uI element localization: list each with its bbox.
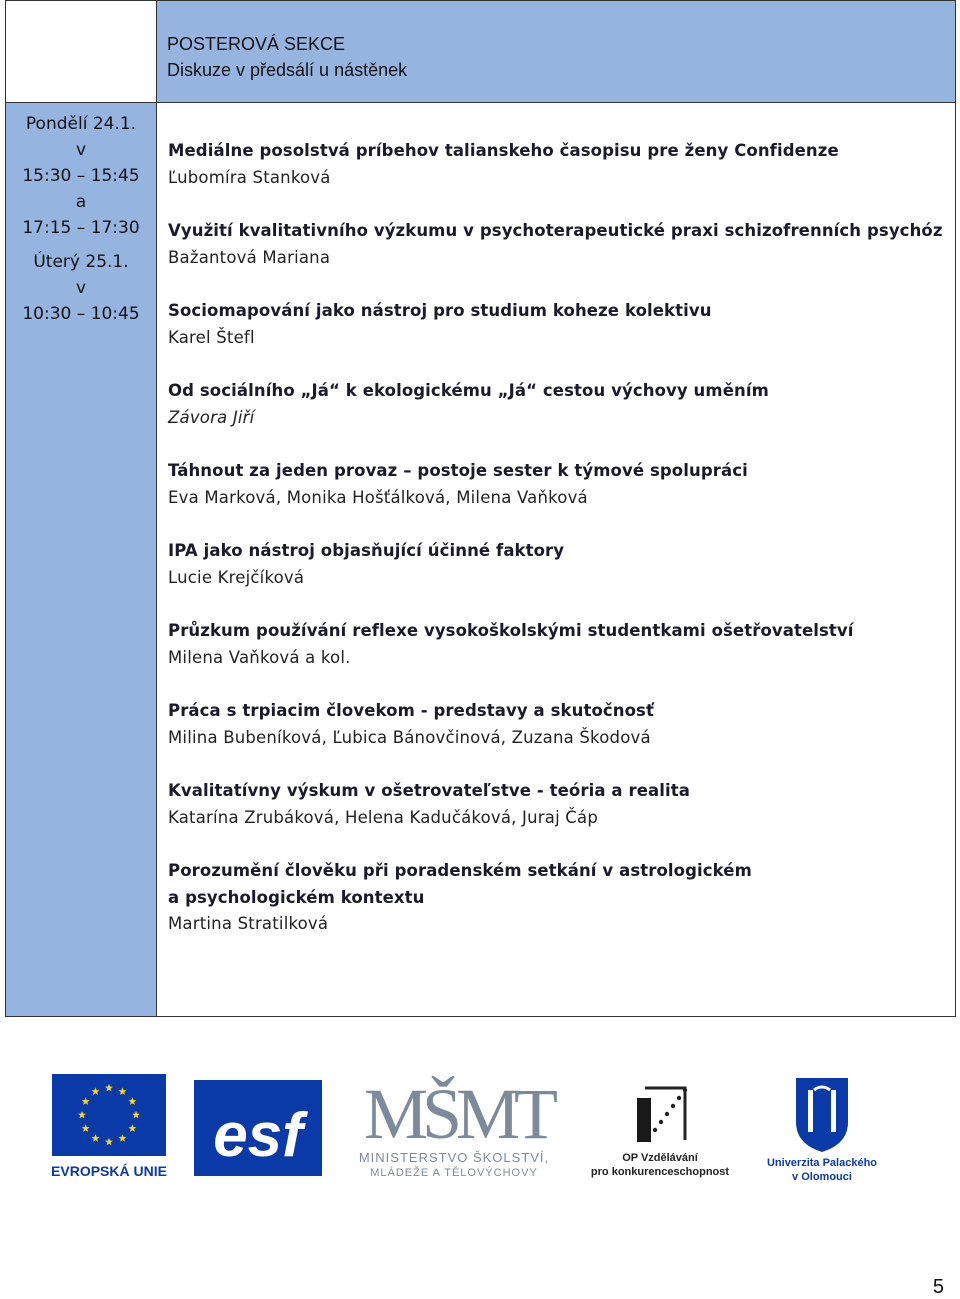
poster-title: Od sociálního „Já“ k ekologickému „Já“ cestou výchovy uměním <box>168 381 769 400</box>
msmt-logo <box>340 1070 570 1190</box>
svg-text:MŠMT: MŠMT <box>363 1074 553 1154</box>
esf-icon <box>188 1070 328 1185</box>
poster-entry <box>168 298 955 351</box>
schedule-v2: v <box>75 278 87 298</box>
esf-logo <box>188 1070 328 1190</box>
schedule-day2: Úterý 25.1. <box>33 252 129 272</box>
programme-table <box>5 0 956 1017</box>
poster-author: Závora Jiří <box>168 407 255 427</box>
poster-entry <box>168 698 955 751</box>
msmt-line1: MINISTERSTVO ŠKOLSTVÍ, <box>358 1150 550 1165</box>
poster-title: Porozumění člověku při poradenském setkání v astrologickém <box>168 861 752 880</box>
poster-entry <box>168 138 955 191</box>
msmt-icon <box>340 1070 570 1185</box>
eu-label: EVROPSKÁ UNIE <box>51 1163 167 1179</box>
section-subtitle: Diskuze v předsálí u nástěnek <box>167 60 408 80</box>
poster-title: Využití kvalitativního výzkumu v psychoterapeutické praxi schizofrenních psychóz <box>168 221 943 240</box>
section-title: POSTEROVÁ SEKCE <box>167 34 346 54</box>
upol-logo <box>752 1070 892 1190</box>
op-line2: pro konkurenceschopnost <box>590 1166 730 1178</box>
op-line1: OP Vzdělávání <box>622 1152 698 1164</box>
poster-author: Lucie Krejčíková <box>168 567 305 587</box>
page-number: 5 <box>932 1276 944 1298</box>
poster-entry <box>168 458 955 511</box>
poster-author: Katarína Zrubáková, Helena Kadučáková, Juraj Čáp <box>168 807 599 827</box>
schedule-and: a <box>75 192 87 212</box>
poster-list-cell <box>157 103 955 1016</box>
msmt-line2: MLÁDEŽE A TĚLOVÝCHOVY <box>370 1167 538 1179</box>
poster-title: Sociomapování jako nástroj pro studium koheze kolektivu <box>168 301 712 320</box>
poster-author: Bažantová Mariana <box>168 247 331 267</box>
upol-line2: v Olomouci <box>792 1171 852 1183</box>
poster-entry <box>168 218 955 271</box>
schedule-cell <box>6 103 157 1016</box>
eu-flag-icon <box>48 1070 170 1185</box>
poster-title: IPA jako nástroj objasňující účinné faktory <box>168 541 565 560</box>
poster-entry <box>168 538 955 591</box>
op-icon <box>585 1070 735 1185</box>
poster-author: Milena Vaňková a kol. <box>168 647 351 667</box>
funding-logos <box>40 1070 920 1185</box>
poster-author: Milina Bubeníková, Ľubica Bánovčinová, Zuzana Škodová <box>168 727 651 747</box>
schedule-day1: Pondělí 24.1. <box>25 114 137 134</box>
poster-entry <box>168 378 955 431</box>
poster-author: Eva Marková, Monika Hošťálková, Milena Vaňková <box>168 487 588 507</box>
poster-author: Ľubomíra Stanková <box>168 167 331 187</box>
poster-title: Mediálne posolstvá príbehov talianskeho časopisu pre ženy Confidenze <box>168 141 839 160</box>
upol-line1: Univerzita Palackého <box>766 1157 878 1169</box>
poster-author: Martina Stratilková <box>168 914 329 933</box>
schedule-time3: 10:30 – 10:45 <box>22 304 140 324</box>
poster-title: Práca s trpiacim človekom - predstavy a skutočnosť <box>168 701 654 720</box>
header-empty-cell <box>6 1 157 103</box>
poster-title: Průzkum používání reflexe vysokoškolskými studentkami ošetřovatelství <box>168 621 854 640</box>
poster-title: Kvalitatívny výskum v ošetrovateľstve - teória a realita <box>168 781 690 800</box>
section-header-cell <box>157 1 955 103</box>
esf-label: esf <box>213 1101 303 1170</box>
poster-entry <box>168 618 955 671</box>
poster-entry <box>168 858 955 938</box>
schedule-v: v <box>75 140 87 160</box>
schedule-time2: 17:15 – 17:30 <box>22 218 140 238</box>
poster-title-continued: a psychologickém kontextu <box>168 887 425 907</box>
poster-author: Karel Štefl <box>168 327 255 347</box>
eu-logo <box>48 1070 170 1190</box>
upol-shield-icon <box>752 1070 892 1185</box>
poster-entry <box>168 778 955 831</box>
op-logo <box>585 1070 735 1190</box>
schedule-time1: 15:30 – 15:45 <box>22 166 140 186</box>
poster-title: Táhnout za jeden provaz – postoje sester k týmové spolupráci <box>168 461 748 480</box>
schedule-gap <box>6 241 156 249</box>
